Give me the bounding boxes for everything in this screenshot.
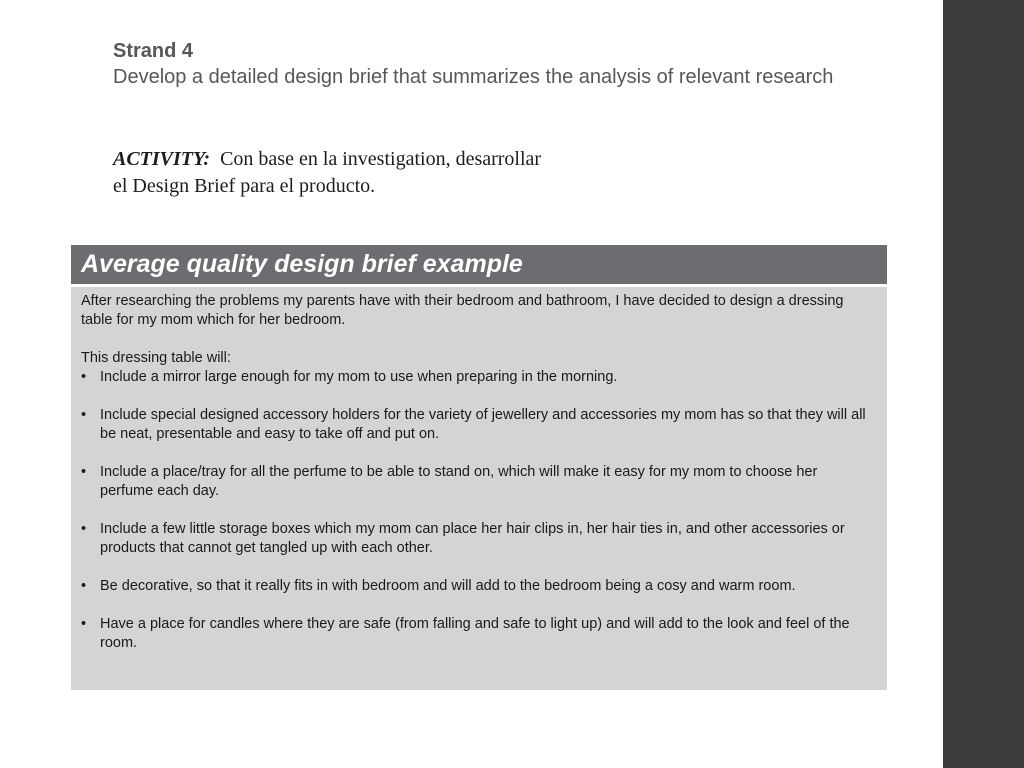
design-brief-box (71, 245, 887, 690)
activity-text (113, 146, 713, 200)
decorative-side-bar (943, 0, 1024, 768)
bullet-icon: • (81, 616, 87, 632)
brief-requirements-list (81, 368, 873, 653)
list-item (81, 406, 873, 444)
strand-heading (113, 38, 913, 90)
brief-intro: After researching the problems my parents have with their bedroom and bathroom, I have decided to design a dressing table for my mom which for her bedroom. (81, 293, 844, 328)
list-item (81, 463, 873, 501)
bullet-icon: • (81, 521, 87, 537)
list-item (81, 615, 873, 653)
list-item-text: Include special designed accessory holders for the variety of jewellery and accessories my mom has so that they will all be neat, presentable and easy to take off and put on. (100, 407, 866, 442)
design-brief-title: Average quality design brief example (71, 245, 887, 287)
list-item-text: Be decorative, so that it really fits in with bedroom and will add to the bedroom being a cosy and warm room. (100, 578, 796, 594)
bullet-icon: • (81, 407, 87, 423)
list-item-text: Include a place/tray for all the perfume to be able to stand on, which will make it easy for my mom to choose her perfume each day. (100, 464, 818, 499)
brief-list-lead: This dressing table will: (81, 350, 231, 366)
list-item (81, 520, 873, 558)
list-item-text: Include a few little storage boxes which my mom can place her hair clips in, her hair ties in, and other accessories or products that cannot get tangled up with each other. (100, 521, 845, 556)
bullet-icon: • (81, 464, 87, 480)
activity-line-1: Con base en la investigation, desarrollar (220, 148, 542, 170)
activity-label: ACTIVITY: (113, 148, 211, 170)
strand-title: Strand 4 (113, 40, 194, 62)
bullet-icon: • (81, 369, 87, 385)
activity-line-2: el Design Brief para el producto. (113, 175, 376, 197)
list-item (81, 577, 873, 596)
list-item-text: Have a place for candles where they are safe (from falling and safe to light up) and will add to the look and feel of the room. (100, 616, 850, 651)
bullet-icon: • (81, 578, 87, 594)
design-brief-body (71, 287, 887, 653)
list-item (81, 368, 873, 387)
strand-subtitle: Develop a detailed design brief that summarizes the analysis of relevant research (113, 66, 834, 88)
list-item-text: Include a mirror large enough for my mom to use when preparing in the morning. (100, 369, 618, 385)
